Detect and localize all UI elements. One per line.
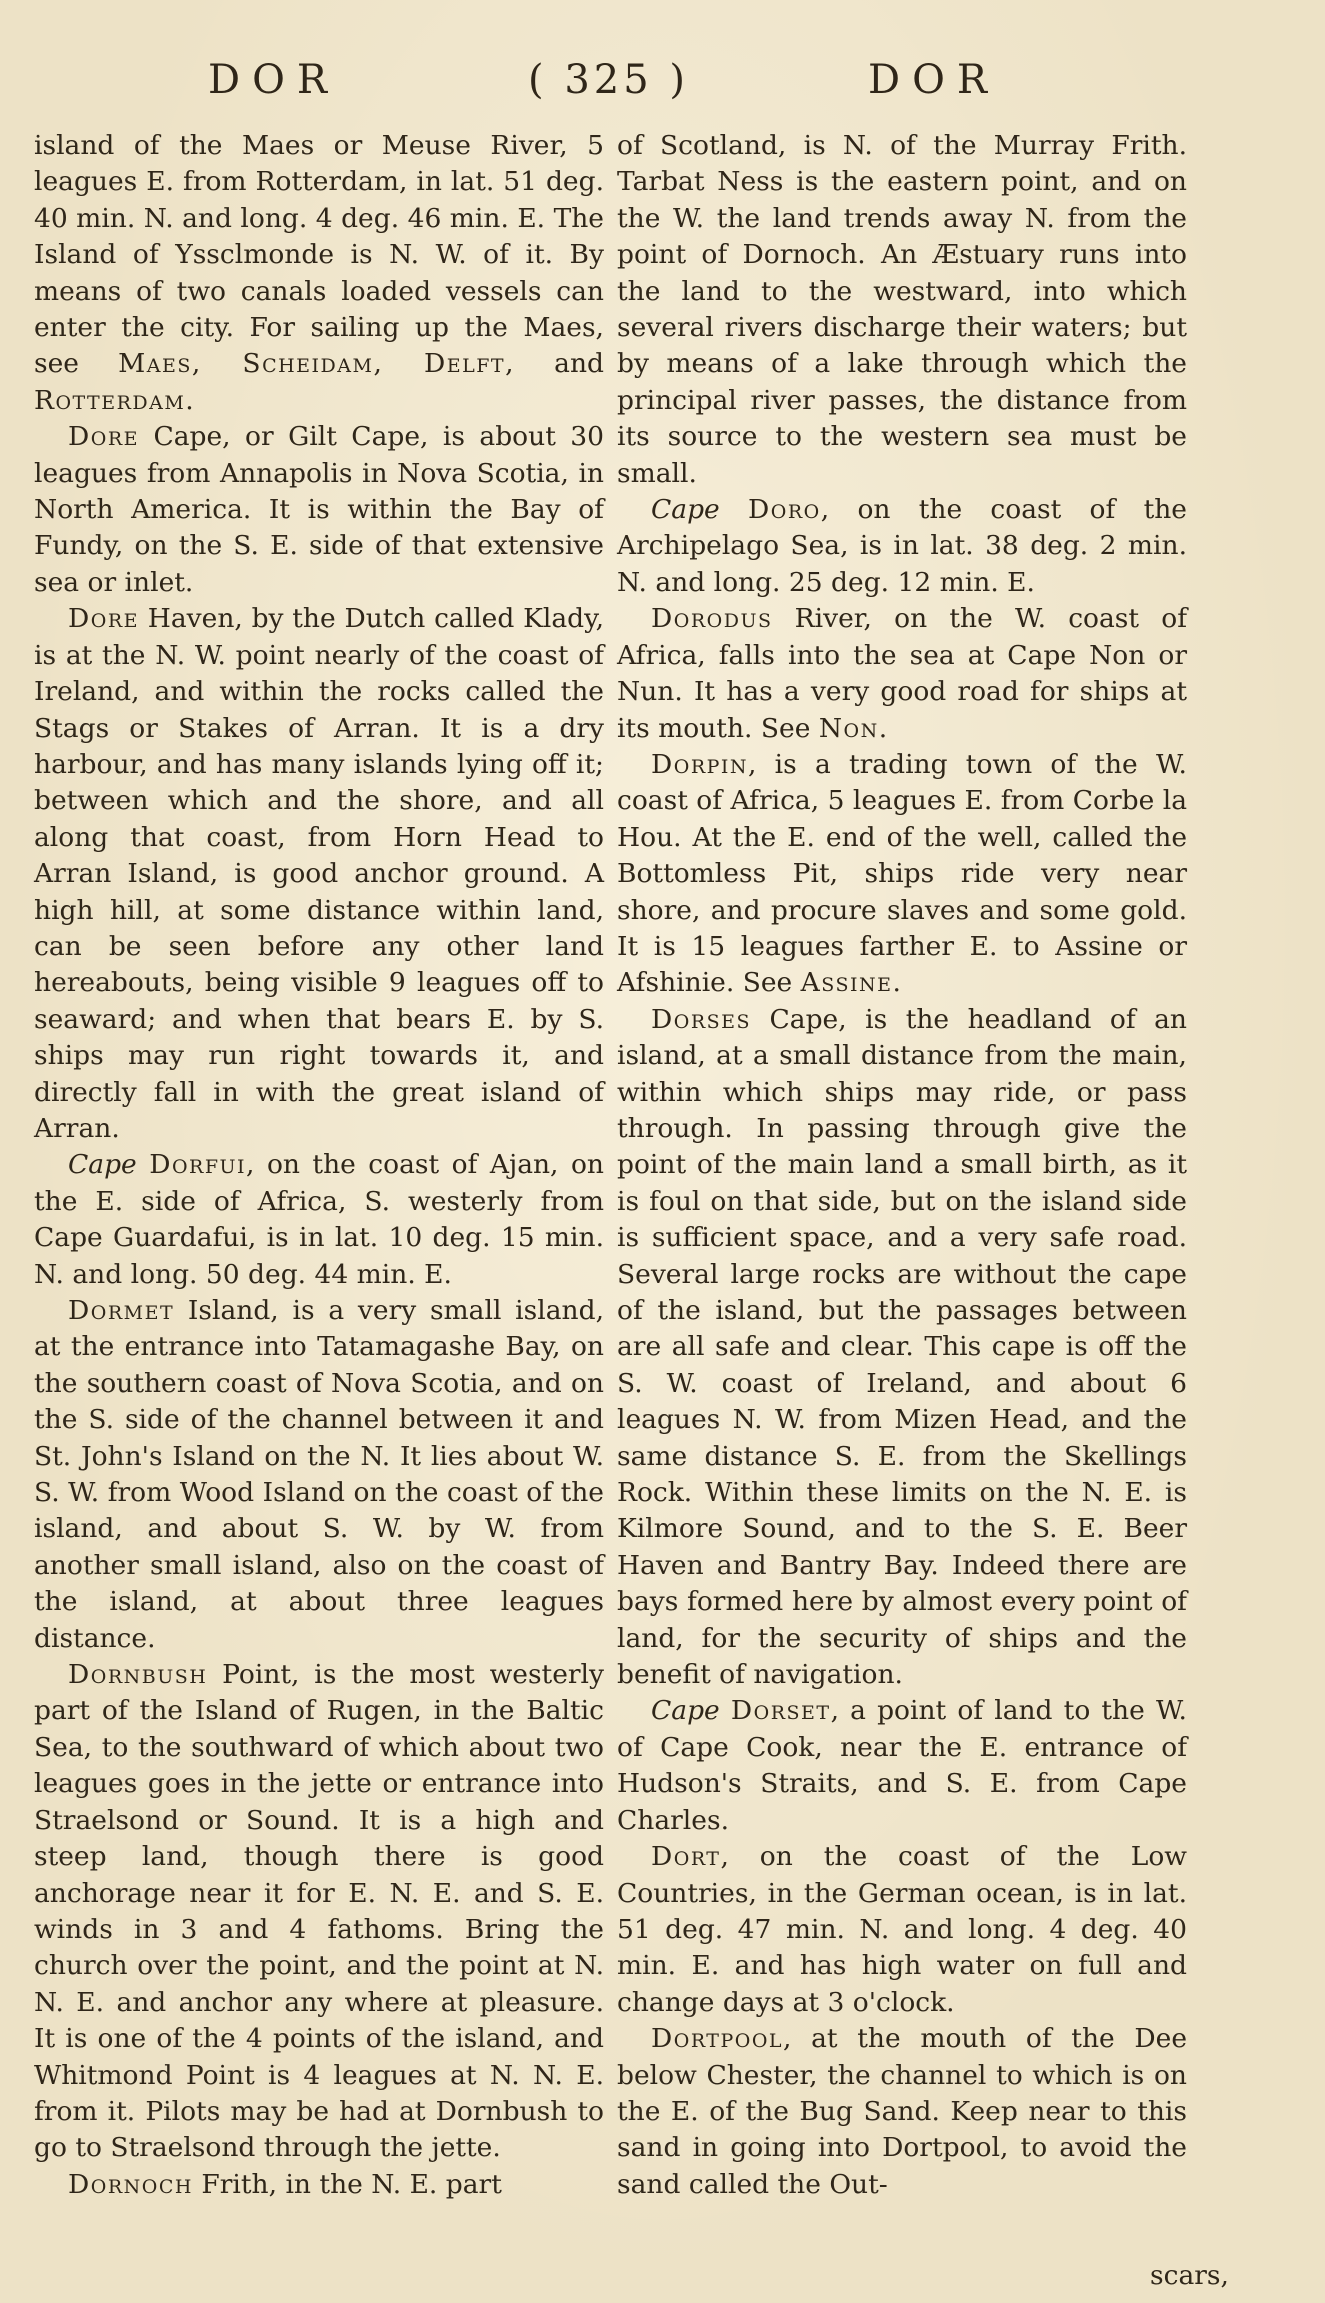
entry-dornoch-continued — [617, 128, 1187, 492]
header-left-title: DOR — [208, 57, 339, 103]
entry-prefix: Cape — [651, 494, 720, 526]
entry-cape-dorset — [617, 1693, 1187, 1839]
entry-headword: Doro — [748, 494, 821, 526]
entry-headword: Dorfui — [149, 1149, 247, 1181]
entry-prefix: Cape — [68, 1149, 137, 1181]
entry-text: , on the coast of the Archipelago Sea, is in lat. 38 deg. 2 min. N. and long. 25 deg. 12 min. E. — [617, 494, 1187, 598]
entry-text: , on the coast of Ajan, on the E. side of Africa, S. westerly from Cape Guardafui, is in lat. 10 deg. 15 min. N. and long. 50 deg. 44 min. E. — [34, 1149, 604, 1290]
cross-reference: Non. — [818, 712, 889, 744]
entry-text: , a point of land to the W. of Cape Cook, near the E. entrance of Hudson's Straits, and S. E. from Cape Charles. — [617, 1695, 1187, 1836]
entry-dore-cape — [34, 419, 604, 601]
entry-dormet-island — [34, 1293, 604, 1657]
entry-cape-dorfui — [34, 1147, 604, 1293]
entry-headword: Dorpin — [651, 748, 749, 780]
catchword: scars, — [1150, 2260, 1229, 2291]
entry-dore-haven — [34, 601, 604, 1147]
entry-headword: Dorodus — [651, 603, 773, 635]
entry-text: Frith, in the N. E. part — [192, 2168, 502, 2200]
entry-headword: Dormet — [68, 1295, 175, 1326]
entry-text: , on the coast of the Low Countries, in the German ocean, is in lat. 51 deg. 47 min. N. and long. 4 deg. 40 min. E. and has high water on full and change days at 3 o'clock. — [617, 1841, 1187, 2018]
running-header — [0, 50, 1325, 110]
entry-headword: Dore — [68, 421, 139, 453]
entry-text: Cape, or Gilt Cape, is about 30 leagues from Annapolis in Nova Scotia, in North America. It is within the Bay of Fundy, on the S. E. side of that extensive sea or inlet. — [34, 421, 604, 598]
entry-text: Haven, by the Dutch called Klady, is at the N. W. point nearly of the coast of Ireland, and within the rocks called the Stags or Stakes of Arran. It is a dry harbour, and has many islands lying off it; between which and the shore, and all along that coast, from Horn Head to Arran Island, is good anchor ground. A high hill, at some distance within land, can be seen before any other land hereabouts, being visible 9 leagues off to seaward; and when that bears E. by S. ships may run right towards it, and directly fall in with the great island of Arran. — [34, 603, 604, 1144]
entry-dordrecht-continued — [34, 128, 604, 419]
entry-text: Cape, is the headland of an island, at a small distance from the main, within which ships may ride, or pass through. In passing through give the point of the main land a small birth, as it is foul on that side, but on the island side is sufficient space, and a very safe road. Several large rocks are without the cape of the island, but the passages between are all safe and clear. This cape is off the S. W. coast of Ireland, and about 6 leagues N. W. from Mizen Head, and the same distance S. E. from the Skellings Rock. Within these limits on the N. E. is Kilmore Sound, and to the S. E. Beer Haven and Bantry Bay. Indeed there are bays formed here by almost every point of land, for the security of ships and the benefit of navigation. — [617, 1003, 1187, 1691]
entry-cape-doro — [617, 492, 1187, 601]
entry-headword: Dorses — [651, 1003, 752, 1035]
entry-dornoch-frith — [34, 2167, 604, 2203]
entry-prefix: Cape — [651, 1695, 720, 1727]
header-right-title: DOR — [868, 57, 999, 103]
page-number: ( 325 ) — [528, 57, 689, 103]
right-column — [617, 128, 1187, 2203]
entry-dortpool — [617, 2021, 1187, 2203]
entry-text: of Scotland, is N. of the Murray Frith. Tarbat Ness is the eastern point, and on the W. the land trends away N. from the point of Dornoch. An Æstuary runs into the land to the westward, into which several rivers discharge their waters; but by means of a lake through which the principal river passes, the distance from its source to the western sea must be small. — [617, 130, 1187, 489]
entry-headword: Dornoch — [68, 2168, 193, 2200]
entry-headword: Dore — [68, 603, 139, 635]
entry-dorodus-river — [617, 601, 1187, 747]
entry-headword: Dornbush — [68, 1659, 208, 1691]
entry-text: , is a trading town of the W. coast of Africa, 5 leagues E. from Corbe la Hou. At the E. end of the well, called the Bottomless Pit, ships ride very near shore, and procure slaves and some gold. It is 15 leagues farther E. to Assine or Afshinie. See — [617, 748, 1187, 999]
entry-dort — [617, 1839, 1187, 2021]
entry-text: Island, is a very small island, at the entrance into Tatamagashe Bay, on the southern coast of Nova Scotia, and on the S. side of the channel between it and St. John's Island on the N. It lies about W. S. W. from Wood Island on the coast of the island, and about S. W. by W. from another small island, also on the coast of the island, at about three leagues distance. — [34, 1295, 604, 1654]
entry-text: River, on the W. coast of Africa, falls into the sea at Cape Non or Nun. It has a very good road for ships at its mouth. See — [617, 603, 1187, 744]
entry-headword: Dort — [651, 1841, 721, 1873]
entry-dorses-cape — [617, 1002, 1187, 1694]
entry-text: , at the mouth of the Dee below Chester, the channel to which is on the E. of the Bug Sand. Keep near to this sand in going into Dortpool, to avoid the sand called the Out- — [617, 2023, 1187, 2200]
cross-reference: Maes, Scheidam, Delft, — [118, 348, 516, 380]
cross-reference: Rotterdam. — [34, 384, 196, 416]
entry-headword: Dorset — [730, 1695, 831, 1727]
entry-text: island of the Maes or Meuse River, 5 leagues E. from Rotterdam, in lat. 51 deg. 40 min. N. and long. 4 deg. 46 min. E. The Island of Yssclmonde is N. W. of it. By means of two canals loaded vessels can enter the city. For sailing up the Maes, see — [34, 130, 604, 380]
entry-headword: Dortpool — [651, 2023, 784, 2055]
entry-dornbush-point — [34, 1657, 604, 2167]
entry-dorpin — [617, 747, 1187, 1002]
entry-text: Point, is the most westerly part of the Island of Rugen, in the Baltic Sea, to the southward of which about two leagues goes in the jette or entrance into Straelsond or Sound. It is a high and steep land, though there is good anchorage near it for E. N. E. and S. E. winds in 3 and 4 fathoms. Bring the church over the point, and the point at N. N. E. and anchor any where at pleasure. It is one of the 4 points of the island, and Whitmond Point is 4 leagues at N. N. E. from it. Pilots may be had at Dornbush to go to Straelsond through the jette. — [34, 1659, 604, 2164]
cross-reference: Assine. — [800, 967, 903, 999]
entry-text: and — [515, 348, 604, 380]
left-column — [34, 128, 604, 2203]
